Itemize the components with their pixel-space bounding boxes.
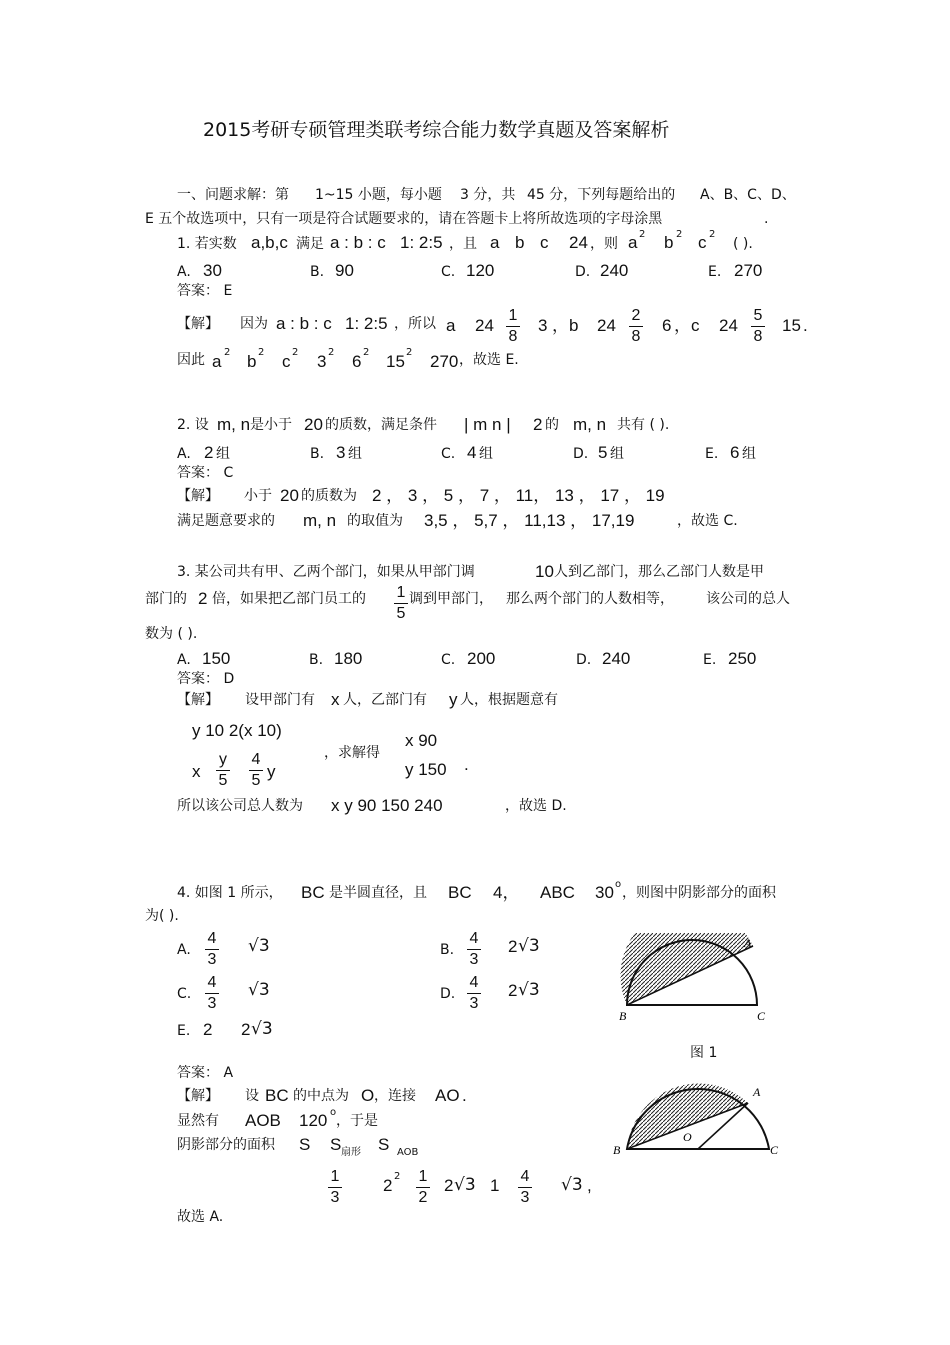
q1-stem-num: 1. 若实数 (177, 236, 237, 252)
q4-aob: AOB (245, 1111, 281, 1130)
q4-opt-d-label: D. (440, 986, 456, 1002)
intro-text-1: 一、问题求解：第 (177, 187, 289, 203)
q4-calc-2: 2 (444, 1176, 454, 1195)
q1-thus-end: ，故选 E. (459, 352, 519, 368)
q3-l1b: 人到乙部门，那么乙部门人数是甲 (554, 564, 764, 580)
q2-opt-c-label: C. (441, 446, 456, 462)
q3-fraction: 1 5 (394, 584, 408, 622)
q1-a2-exp: 2 (639, 229, 646, 240)
q4-answer: 答案： A (177, 1065, 234, 1081)
q3-l2a: 部门的 (145, 591, 187, 607)
q2-answer: 答案： C (177, 465, 234, 481)
q4-opt-a-sqrt: √3 (248, 936, 270, 956)
q3-l2e: 该公司的总人 (706, 591, 790, 607)
q4-calc-2sq-exp: 2 (394, 1171, 401, 1182)
q3-opt-a-label: A. (177, 652, 191, 668)
q4-opt-b-sqrt: √3 (518, 936, 540, 956)
q4-calc-end: , (587, 1176, 592, 1195)
q1-opt-e-label: E. (708, 264, 722, 280)
q1-thus-270: 270 (430, 352, 459, 371)
q1-abc: a,b,c (251, 233, 288, 252)
intro-text-4: 45 分，下列每题给出的 (527, 187, 676, 203)
q3-res-dot: . (464, 755, 469, 774)
q1-thus-15-exp: 2 (406, 347, 413, 358)
q1-thus: 因此 (177, 352, 205, 368)
q4-opt-c-label: C. (177, 986, 192, 1002)
figure-1-caption: 图 1 (690, 1045, 718, 1061)
q1-thus-c: c (282, 352, 291, 371)
q1-b2-exp: 2 (676, 229, 683, 240)
q4-S: S (299, 1135, 311, 1154)
q4-calc-frac-3: 4 3 (518, 1168, 532, 1206)
q1-sol-b: ，所以 (394, 316, 436, 332)
q3-sol-b: 人，乙部门有 (343, 692, 427, 708)
q1-thus-c-exp: 2 (292, 347, 299, 358)
q1-sol-eq-dot: . (803, 316, 808, 335)
q4-sol-c: ，连接 (374, 1088, 416, 1104)
q3-solve: ，求解得 (324, 745, 380, 761)
q3-eq2-frac1: y 5 (216, 751, 230, 789)
q2-opt-b-unit: 组 (348, 446, 362, 462)
q1-sol-frac-2: 2 8 (629, 307, 643, 345)
q4-obv-end: ，于是 (336, 1113, 378, 1129)
q1-thus-a-exp: 2 (224, 347, 231, 358)
q4-opt-e-sqrt: √3 (251, 1019, 273, 1039)
q4-120-deg: o (330, 1107, 337, 1118)
q4-opt-d-frac: 4 3 (467, 974, 481, 1012)
q4-opt-c-frac: 4 3 (205, 974, 219, 1012)
fig1-label-c: C (757, 1009, 766, 1023)
q1-c2: c (698, 233, 707, 252)
q1-sol-frac-1: 1 8 (506, 307, 520, 345)
q1-sol-eq-15: 15 (782, 316, 801, 335)
q3-sol-tag: 【解】 (177, 692, 219, 708)
q3-l1a: 3. 某公司共有甲、乙两个部门，如果从甲部门调 (177, 564, 475, 580)
q4-bc: BC (301, 883, 325, 902)
q4-final: 故选 A. (177, 1209, 224, 1225)
q1-thus-6: 6 (352, 352, 362, 371)
q3-eq2-x: x (192, 762, 201, 781)
fig2-label-a: A (753, 1085, 761, 1099)
q1-b: b (515, 233, 525, 252)
q1-opt-e: 270 (734, 261, 763, 280)
fig2-label-c: C (770, 1143, 779, 1157)
q1-thus-6-exp: 2 (363, 347, 370, 358)
q1-sol-eq-a: a (446, 316, 456, 335)
q4-120: 120 (299, 1111, 328, 1130)
q4-30-deg: o (615, 879, 622, 890)
q2-stem-e: 共有 ( ). (617, 417, 670, 433)
q1-sol-eq-b: ，b (552, 316, 579, 335)
q2-sol-tag: 【解】 (177, 488, 219, 504)
q4-sol-bc: BC (265, 1086, 289, 1105)
q4-opt-e-a: 2 (203, 1020, 213, 1039)
q4-calc-sqrt: √3 (454, 1175, 476, 1195)
q1-sol-a: 因为 (240, 316, 268, 332)
q1-thus-b: b (247, 352, 257, 371)
q3-opt-e-label: E. (703, 652, 717, 668)
q1-cond: 满足 (296, 236, 324, 252)
q4-S2: S (330, 1135, 342, 1154)
q1-opt-d: 240 (600, 261, 629, 280)
q2-stem-c: 的质数，满足条件 (325, 417, 437, 433)
q4-sub-sector: 扇形 (341, 1147, 361, 1158)
q2-sat-mn: m, n (303, 511, 337, 530)
q1-opt-a-label: A. (177, 264, 191, 280)
page-title: 2015考研专硕管理类联考综合能力数学真题及答案解析 (203, 119, 670, 141)
figure-1-semicircle (617, 933, 771, 1027)
q3-l3: 数为 ( ). (145, 626, 198, 642)
q3-opt-b: 180 (334, 649, 363, 668)
q3-l2d: 那么两个部门的人数相等， (506, 591, 674, 607)
q2-opt-e-label: E. (705, 446, 719, 462)
q3-2: 2 (198, 589, 208, 608)
q4-sol-ao: AO (435, 1086, 460, 1105)
q4-opt-e-b: 2 (241, 1020, 251, 1039)
q1-thus-a: a (212, 352, 222, 371)
q1-opt-c-label: C. (441, 264, 456, 280)
q2-opt-c: 4 (467, 443, 477, 462)
q1-then: ，则 (590, 236, 618, 252)
q2-stem-a: 2. 设 (177, 417, 209, 433)
q4-opt-b-coef: 2 (508, 937, 518, 956)
q1-opt-c: 120 (466, 261, 495, 280)
q1-sol-eq-24a: 24 (475, 316, 494, 335)
q2-sat-b: 的取值为 (347, 513, 403, 529)
q2-opt-c-unit: 组 (479, 446, 493, 462)
q4-obv: 显然有 (177, 1113, 219, 1129)
q2-opt-d-label: D. (573, 446, 589, 462)
q1-b2: b (664, 233, 674, 252)
q1-sol-eq-3: 3 (538, 316, 548, 335)
q1-thus-3: 3 (317, 352, 327, 371)
q2-opt-a-label: A. (177, 446, 191, 462)
q4-opt-c-sqrt: √3 (248, 980, 270, 1000)
q1-sol-ratio2: 1: 2:5 (345, 314, 388, 333)
q1-thus-15: 15 (386, 352, 405, 371)
q3-eq2-frac2: 4 5 (249, 751, 263, 789)
q1-sol-tag: 【解】 (177, 316, 219, 332)
intro-text-3: 3 分，共 (460, 187, 516, 203)
q2-20: 20 (304, 415, 323, 434)
q3-l2c: 调到甲部门， (409, 591, 493, 607)
intro-text-2: 1~15 小题，每小题 (315, 187, 442, 203)
q2-opt-d-unit: 组 (610, 446, 624, 462)
q1-sol-eq-24c: 24 (719, 316, 738, 335)
q4-opt-e-label: E. (177, 1023, 191, 1039)
fig2-label-b: B (613, 1143, 621, 1157)
q3-opt-b-label: B. (309, 652, 324, 668)
q1-answer: 答案： E (177, 283, 233, 299)
q3-total-a: 所以该公司总人数为 (177, 798, 303, 814)
q4-calc-frac-1: 1 3 (328, 1168, 342, 1206)
q3-eq1: y 10 2(x 10) (192, 721, 282, 740)
q3-y: y (449, 690, 458, 709)
q4-opt-b-label: B. (440, 942, 455, 958)
figure-2-semicircle (607, 1074, 791, 1162)
intro-text-6: E 五个故选项中，只有一项是符合试题要求的，请在答题卡上将所故选项的字母涂黑 (145, 211, 663, 227)
q1-thus-b-exp: 2 (258, 347, 265, 358)
q1-c: c (540, 233, 549, 252)
q3-x: x (331, 690, 340, 709)
q4-opt-b-frac: 4 3 (467, 930, 481, 968)
q2-sat: 满足题意要求的 (177, 513, 275, 529)
q2-opt-d: 5 (598, 443, 608, 462)
q3-opt-e: 250 (728, 649, 757, 668)
q2-opt-a: 2 (204, 443, 214, 462)
q1-ratio2: 1: 2:5 (400, 233, 443, 252)
q2-sol-20: 20 (280, 486, 299, 505)
q3-eq2-y: y (267, 762, 276, 781)
q3-l2b: 倍，如果把乙部门员工的 (212, 591, 366, 607)
q2-pairs: 3,5 ， 5,7 ， 11,13 ， 17,19 (424, 511, 635, 530)
q1-sol-frac-3: 5 8 (751, 307, 765, 345)
q4-calc-1: 1 (490, 1176, 500, 1195)
q3-total-end: ，故选 D. (505, 798, 567, 814)
q1-sol-eq-c: ，c (674, 316, 700, 335)
q4-S3: S (378, 1135, 390, 1154)
q2-mn2: m, n (573, 415, 607, 434)
q3-sol-c: 人，根据题意有 (460, 692, 558, 708)
q3-res-y: y 150 (405, 760, 447, 779)
q1-thus-3-exp: 2 (328, 347, 335, 358)
q1-a: a (490, 233, 500, 252)
q3-opt-a: 150 (202, 649, 231, 668)
q4-sol-b: 的中点为 (293, 1088, 349, 1104)
q1-sol-eq-24b: 24 (597, 316, 616, 335)
q1-sol-ratio: a : b : c (276, 314, 332, 333)
q4-opt-a-frac: 4 3 (205, 930, 219, 968)
q1-and: ，且 (449, 236, 477, 252)
q4-abc: ABC (540, 883, 575, 902)
q4-calc-sqrt-2: √3 (561, 1175, 583, 1195)
q4-calc-frac-2: 1 2 (416, 1168, 430, 1206)
q1-opt-b-label: B. (310, 264, 325, 280)
intro-text-7: . (764, 211, 769, 227)
q3-10: 10 (535, 562, 554, 581)
q4-l2: 为( ). (145, 908, 179, 924)
q2-opt-e-unit: 组 (742, 446, 756, 462)
q2-opt-e: 6 (730, 443, 740, 462)
q2-abs: | m n | (464, 415, 511, 434)
q4-opt-a-label: A. (177, 942, 191, 958)
q2-mn: m, n (217, 415, 251, 434)
q4-calc-2sq: 2 (383, 1176, 393, 1195)
q1-opt-b: 90 (335, 261, 354, 280)
q3-total-eq: x y 90 150 240 (331, 796, 443, 815)
q3-res-x: x 90 (405, 731, 438, 750)
q2-sat-end: ，故选 C. (677, 513, 738, 529)
fig1-label-a: A (744, 936, 752, 950)
q2-opt-b: 3 (336, 443, 346, 462)
q4-l1b: 是半圆直径，且 (329, 885, 427, 901)
q2-sol-b: 的质数为 (301, 488, 357, 504)
q3-opt-d: 240 (602, 649, 631, 668)
q4-bc2: BC (448, 883, 472, 902)
q4-l1c: ，则图中阴影部分的面积 (622, 885, 776, 901)
q4-4: 4， (493, 883, 520, 902)
q2-stem-d: 的 (545, 417, 559, 433)
q1-sol-eq-6: 6 (662, 316, 672, 335)
q4-sol-a: 设 (245, 1088, 259, 1104)
q1-opt-d-label: D. (575, 264, 591, 280)
q1-opt-a: 30 (203, 261, 222, 280)
q2-stem-b: 是小于 (250, 417, 292, 433)
q4-sol-tag: 【解】 (177, 1088, 219, 1104)
fig2-label-o: O (683, 1130, 692, 1144)
q2-opt-a-unit: 组 (216, 446, 230, 462)
q4-sub-aob: AOB (397, 1147, 419, 1158)
q3-sol-a: 设甲部门有 (245, 692, 315, 708)
q3-opt-c-label: C. (441, 652, 456, 668)
q1-a2: a (628, 233, 638, 252)
q2-opt-b-label: B. (310, 446, 325, 462)
q2-primes: 2 ， 3 ， 5 ， 7 ， 11， 13 ， 17 ， 19 (372, 486, 665, 505)
q2-2: 2 (533, 415, 543, 434)
q3-answer: 答案： D (177, 671, 235, 687)
fig1-label-b: B (619, 1009, 627, 1023)
q4-opt-d-sqrt: √3 (518, 980, 540, 1000)
q3-opt-d-label: D. (576, 652, 592, 668)
q4-sol-dot: . (462, 1086, 467, 1105)
q2-sol-a: 小于 (244, 488, 272, 504)
q1-24: 24 (569, 233, 588, 252)
q3-opt-c: 200 (467, 649, 496, 668)
q4-area: 阴影部分的面积 (177, 1137, 275, 1153)
q1-ratio: a : b : c (330, 233, 386, 252)
q4-30: 30 (595, 883, 614, 902)
q4-opt-d-coef: 2 (508, 981, 518, 1000)
q1-c2-exp: 2 (709, 229, 716, 240)
intro-text-5: A、B、C、D、 (700, 187, 796, 203)
q4-sol-o: O (361, 1086, 375, 1105)
q1-paren: ( ). (733, 236, 753, 252)
q4-l1a: 4. 如图 1 所示， (177, 885, 283, 901)
